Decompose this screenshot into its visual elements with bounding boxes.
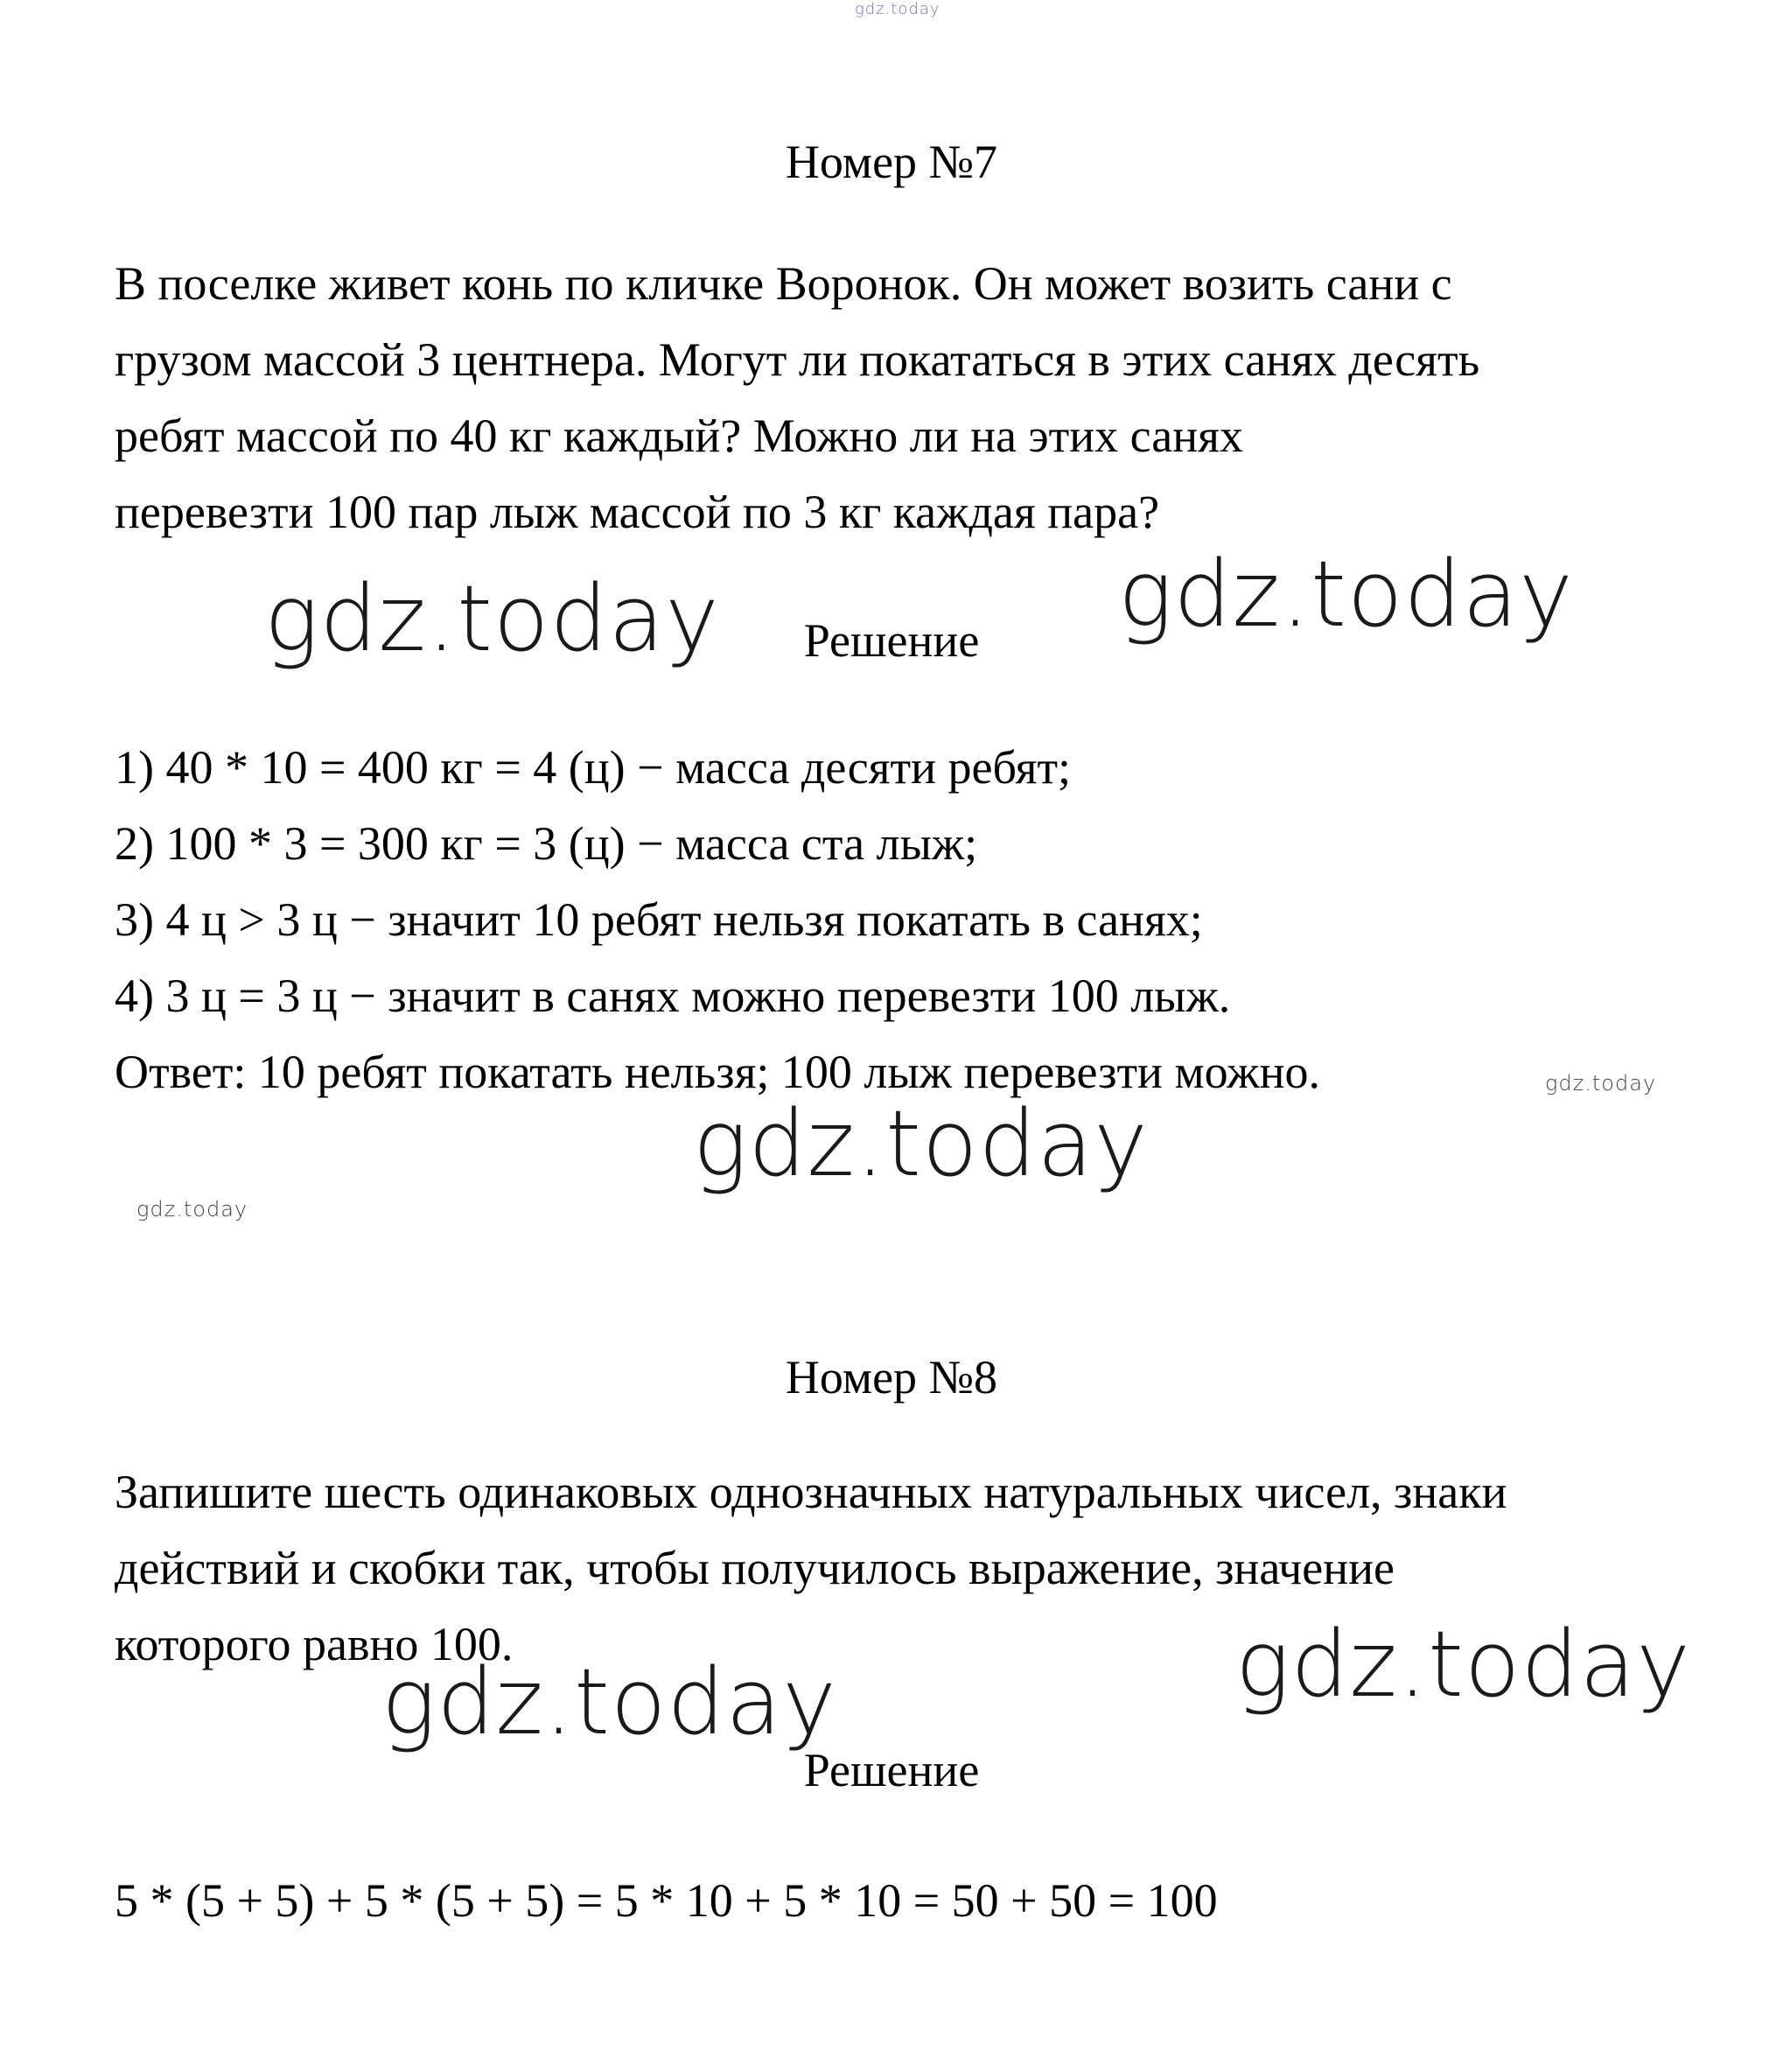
problem8-title: Номер №8 (785, 1351, 998, 1404)
problem7-text-line-2: грузом массой 3 центнера. Могут ли покататься в этих санях десять (115, 333, 1480, 386)
problem7-step-3: 3) 4 ц > 3 ц − значит 10 ребят нельзя покатать в санях; (115, 893, 1203, 946)
problem7-step-4: 4) 3 ц = 3 ц − значит в санях можно перевезти 100 лыж. (115, 970, 1231, 1022)
problem7-answer: Ответ: 10 ребят покатать нельзя; 100 лыж перевезти можно. (115, 1046, 1320, 1098)
watermark-big-1: gdz.today (264, 565, 720, 672)
watermark-top: gdz.today (855, 0, 940, 18)
problem8-expression: 5 * (5 + 5) + 5 * (5 + 5) = 5 * 10 + 5 * 10 = 50 + 50 = 100 (115, 1874, 1218, 1927)
problem8-text-line-3: которого равно 100. (115, 1618, 514, 1670)
problem7-title: Номер №7 (785, 136, 998, 188)
watermark-big-4: gdz.today (1235, 1611, 1691, 1718)
problem7-step-1: 1) 40 * 10 = 400 кг = 4 (ц) − масса десяти ребят; (115, 741, 1072, 794)
problem7-solution-label: Решение (803, 614, 980, 667)
problem7-text-line-3: ребят массой по 40 кг каждый? Можно ли на этих санях (115, 410, 1243, 462)
problem7-step-2: 2) 100 * 3 = 300 кг = 3 (ц) − масса ста лыж; (115, 817, 978, 870)
watermark-small-1: gdz.today (1545, 1071, 1657, 1096)
watermark-small-2: gdz.today (136, 1197, 248, 1222)
watermark-big-5: gdz.today (381, 1648, 837, 1755)
watermark-big-2: gdz.today (1118, 541, 1574, 648)
problem8-text-line-1: Запишите шесть одинаковых однозначных натуральных чисел, знаки (115, 1466, 1507, 1518)
watermark-big-3: gdz.today (693, 1090, 1149, 1197)
problem8-text-line-2: действий и скобки так, чтобы получилось выражение, значение (115, 1542, 1395, 1594)
problem8-solution-label: Решение (803, 1744, 980, 1796)
problem7-text-line-1: В поселке живет конь по кличке Воронок. Он может возить сани с (115, 257, 1452, 310)
problem7-text-line-4: перевезти 100 пар лыж массой по 3 кг каждая пара? (115, 486, 1160, 538)
